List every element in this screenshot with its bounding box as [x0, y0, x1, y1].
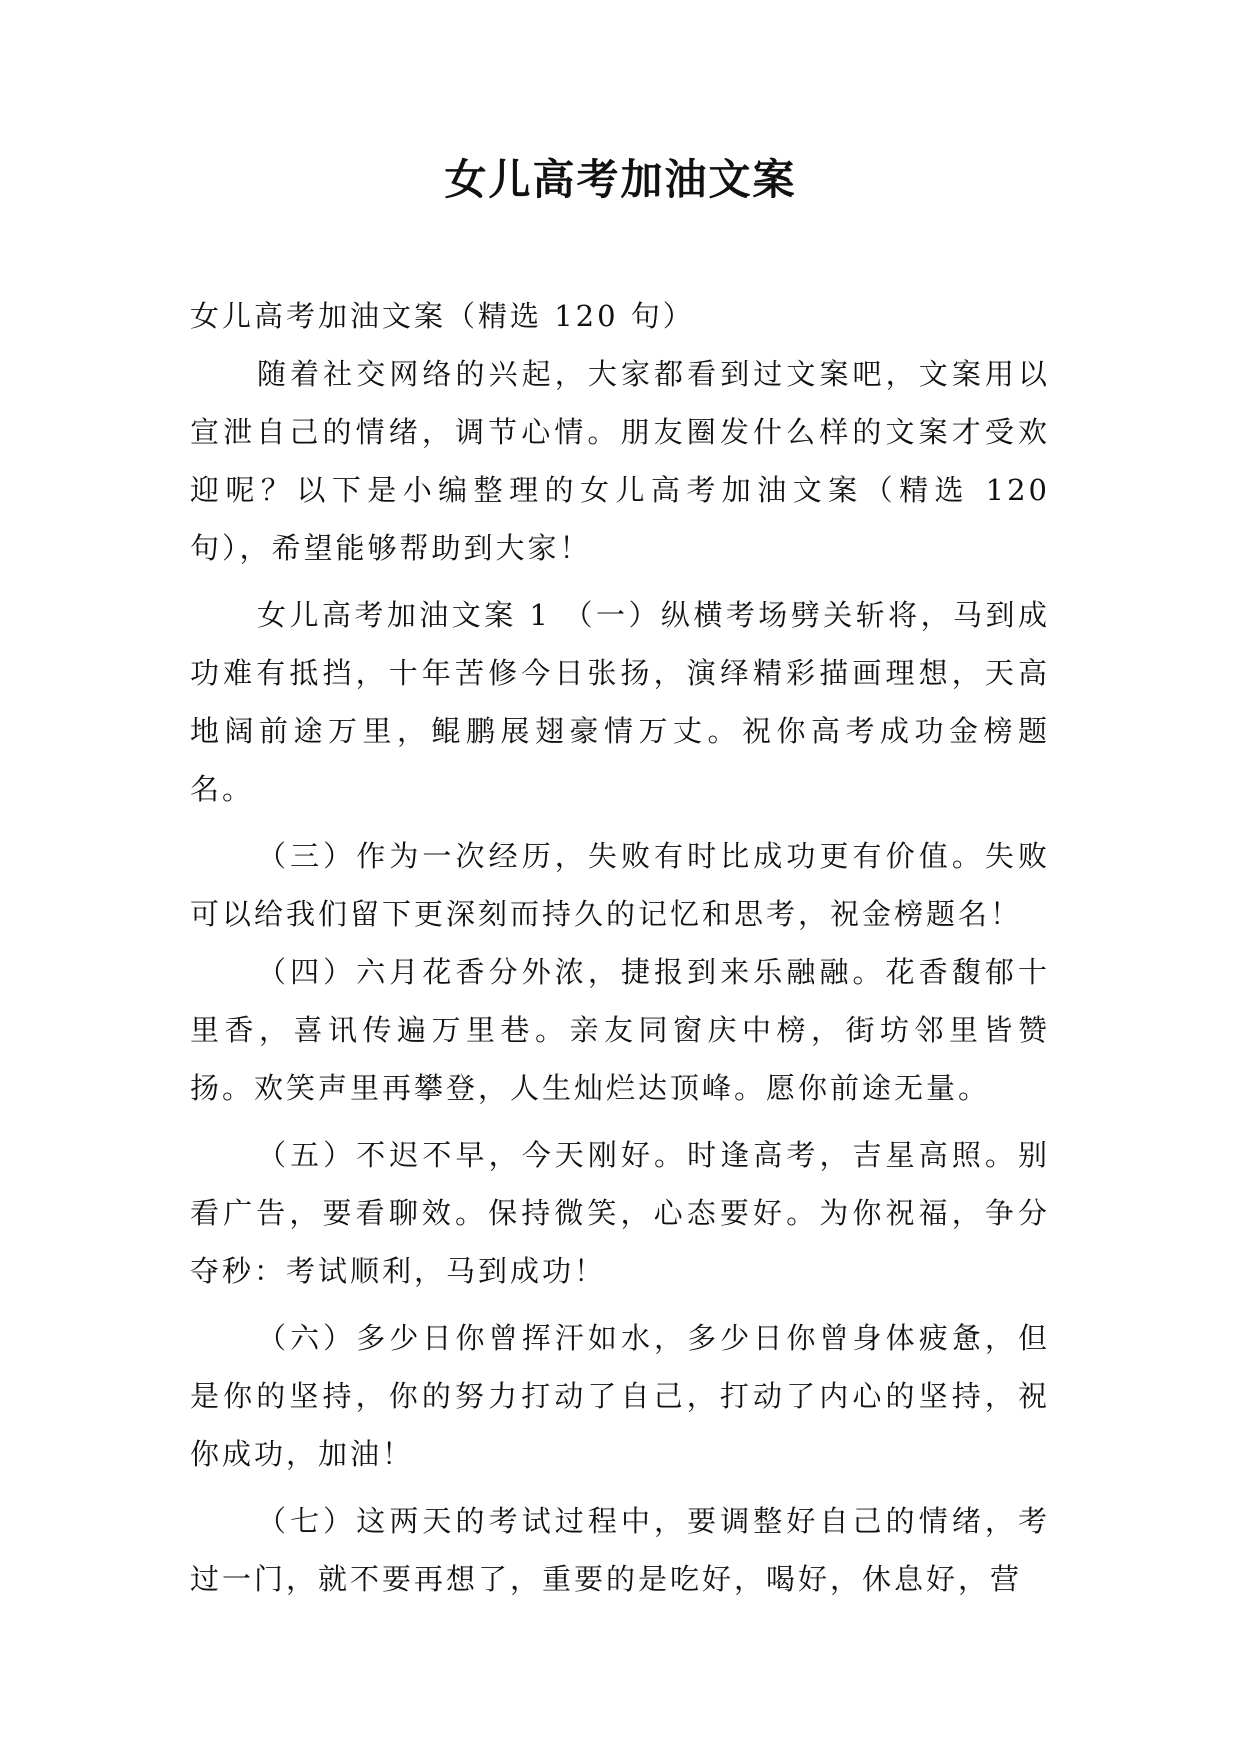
document-body	[190, 287, 1050, 1608]
section-1-heading: 女儿高考加油文案 1	[257, 598, 551, 632]
document-subtitle: 女儿高考加油文案（精选 120 句）	[190, 299, 695, 333]
section-1-paragraph	[190, 586, 1050, 818]
paragraph-6: （六）多少日你曾挥汗如水，多少日你曾身体疲惫，但是你的坚持，你的努力打动了自己，打动了内心的坚持，祝你成功，加油！	[190, 1321, 1050, 1471]
paragraph-4: （四）六月花香分外浓，捷报到来乐融融。花香馥郁十里香，喜讯传遍万里巷。亲友同窗庆中榜，街坊邻里皆赞扬。欢笑声里再攀登，人生灿烂达顶峰。愿你前途无量。	[190, 955, 1050, 1105]
paragraph-1: （一）纵横考场劈关斩将，马到成功难有抵挡，十年苦修今日张扬，演绎精彩描画理想，天高地阔前途万里，鲲鹏展翅豪情万丈。祝你高考成功金榜题名。	[190, 598, 1051, 806]
paragraph-7: （七）这两天的考试过程中，要调整好自己的情绪，考过一门，就不要再想了，重要的是吃好，喝好，休息好，营	[190, 1504, 1050, 1596]
document-title: 女儿高考加油文案	[444, 155, 797, 204]
paragraph-5: （五）不迟不早，今天刚好。时逢高考，吉星高照。别看广告，要看聊效。保持微笑，心态要好。为你祝福，争分夺秒：考试顺利，马到成功！	[190, 1138, 1050, 1288]
intro-paragraph: 随着社交网络的兴起，大家都看到过文案吧，文案用以宣泄自己的情绪，调节心情。朋友圈发什么样的文案才受欢迎呢？以下是小编整理的女儿高考加油文案（精选 120 句），希望能够帮助到大家！	[190, 357, 1050, 565]
paragraph-3: （三）作为一次经历，失败有时比成功更有价值。失败可以给我们留下更深刻而持久的记忆和思考，祝金榜题名！	[190, 839, 1050, 931]
